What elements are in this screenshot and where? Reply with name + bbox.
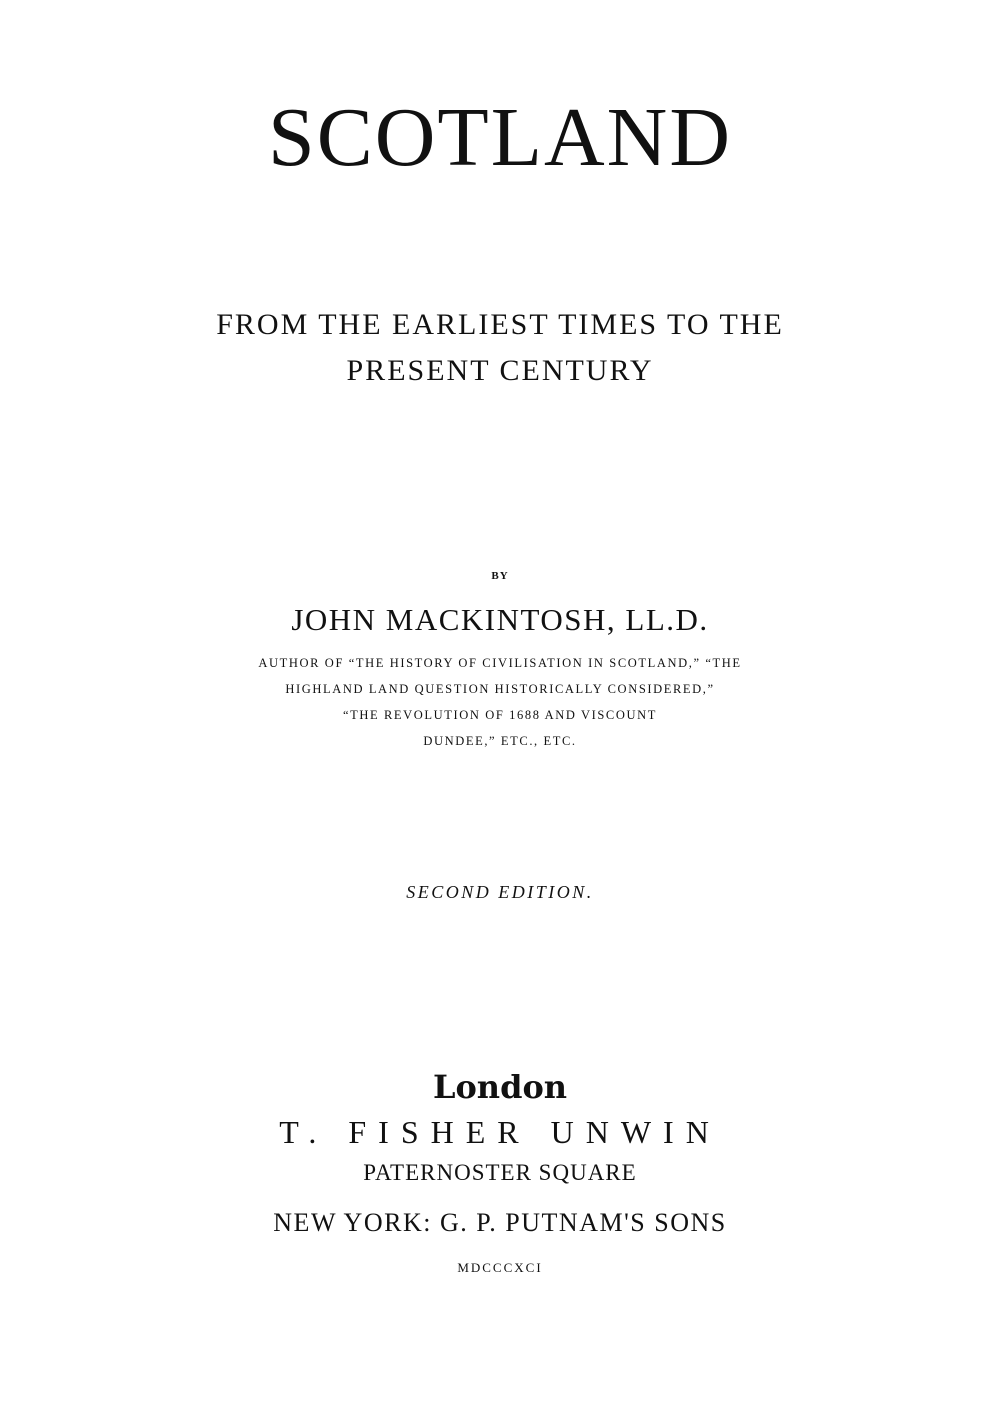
author-credits	[0, 650, 1000, 754]
publisher-name: T. FISHER UNWIN	[279, 1114, 721, 1150]
edition-label: SECOND EDITION.	[406, 882, 594, 902]
book-title: SCOTLAND	[267, 91, 732, 184]
publisher-address: PATERNOSTER SQUARE	[363, 1160, 637, 1185]
author-name: JOHN MACKINTOSH, LL.D.	[291, 602, 709, 637]
subtitle-line-1: FROM THE EARLIEST TIMES TO THE	[216, 308, 784, 341]
credits-line-3: “THE REVOLUTION OF 1688 AND VISCOUNT	[343, 708, 657, 722]
credits-line-1: AUTHOR OF “THE HISTORY OF CIVILISATION IN SCOTLAND,” “THE	[258, 656, 742, 670]
credits-line-4: DUNDEE,” ETC., ETC.	[423, 734, 577, 748]
subtitle-line-2: PRESENT CENTURY	[346, 354, 654, 387]
credits-line-2: HIGHLAND LAND QUESTION HISTORICALLY CONSIDERED,”	[285, 682, 715, 696]
new-york-publisher: NEW YORK: G. P. PUTNAM'S SONS	[273, 1208, 727, 1237]
publication-year: MDCCCXCI	[457, 1260, 543, 1275]
publication-city: London	[432, 1068, 568, 1106]
by-label: BY	[491, 570, 509, 582]
